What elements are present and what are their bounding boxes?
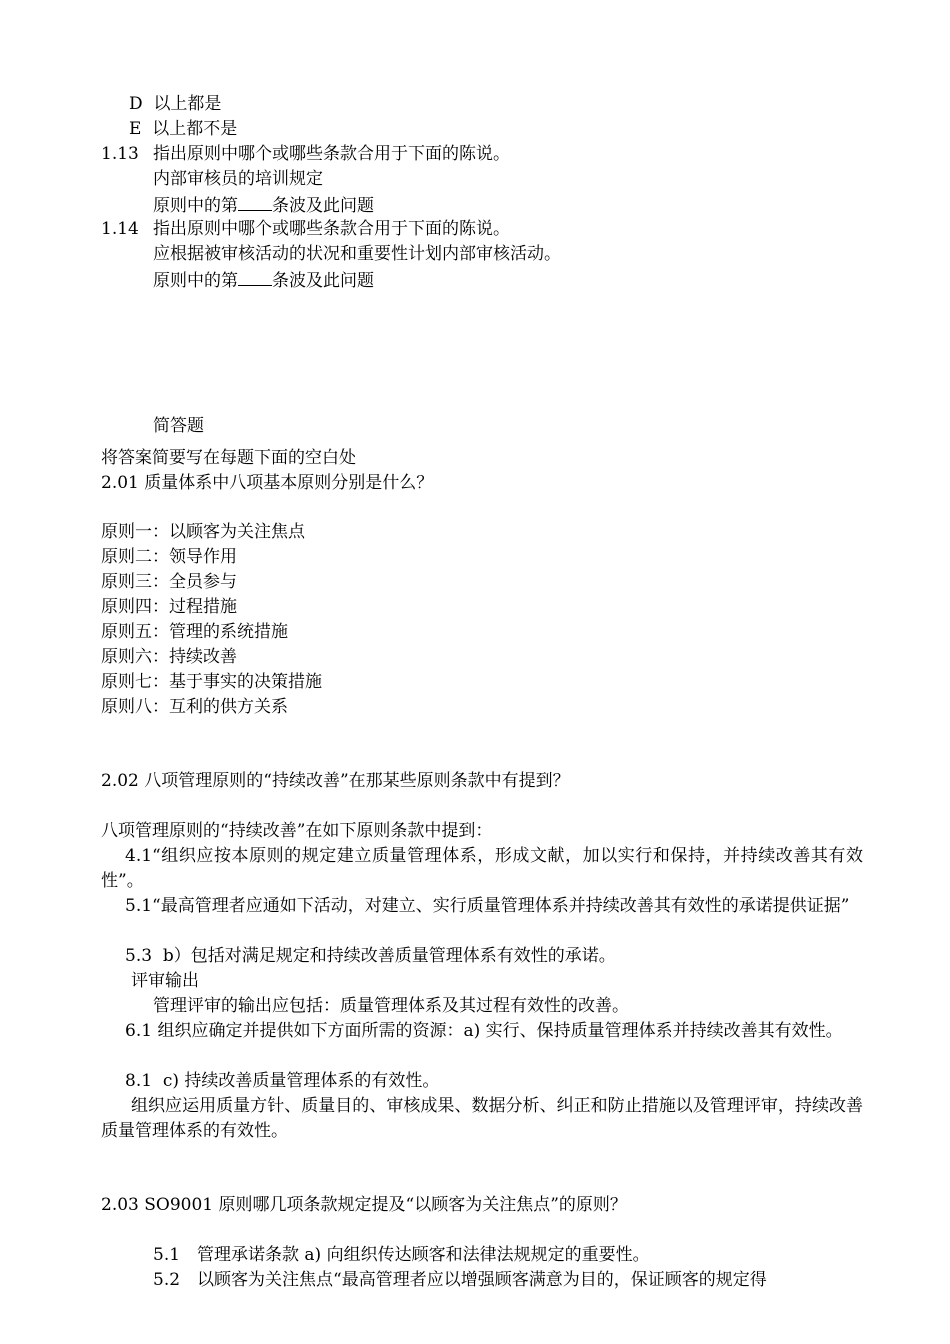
clause-8-1: 8.1 c) 持续改善质量管理体系的有效性。 [125,1071,440,1091]
answer-blank[interactable] [238,267,272,286]
clause-text: 以顾客为关注焦点“最高管理者应以增强顾客满意为目的，保证顾客的规定得 [197,1270,767,1290]
answer-line: 原则五：管理的系统措施 [101,622,288,642]
question-1-13 [101,142,510,167]
clause-text: 管理承诺条款 a) 向组织传达顾客和法律法规规定的重要性。 [197,1245,650,1265]
review-text: 管理评审的输出应包括：质量管理体系及其过程有效性的改善。 [153,996,629,1016]
clause-5-1: 5.1“最高管理者应通如下活动，对建立、实行质量管理体系并持续改善其有效性的承诺提供证据” [125,896,850,916]
question-1-13-answer: 原则中的第 条波及此问题 [153,192,374,219]
answer-line: 原则六：持续改善 [101,647,237,667]
clause-item [153,1243,650,1268]
question-2-03: 2.03 SO9001 原则哪几项条款规定提及“以顾客为关注焦点”的原则？ [101,1195,627,1215]
answer-line: 原则三：全员参与 [101,572,237,592]
clause-8-1-text: 组织应运用质量方针、质量目的、审核成果、数据分析、纠正和防止措施以及管理评审，持续改善质量管理体系的有效性。 [101,1096,863,1141]
clause-4-1: 4.1“组织应按本原则的规定建立质量管理体系，形成文献，加以实行和保持，并持续改善其有效性”。 [101,846,863,891]
question-2-01: 2.01 质量体系中八项基本原则分别是什么？ [101,473,434,493]
question-number: 1.14 [101,219,139,239]
option-e: E 以上都不是 [129,119,238,139]
question-1-14 [101,217,510,242]
answer-line: 原则二：领导作用 [101,547,237,567]
answer-blank[interactable] [238,192,272,211]
question-number: 1.13 [101,144,139,164]
clause-5-3: 5.3 b）包括对满足规定和持续改善质量管理体系有效性的承诺。 [125,946,616,966]
clause-item [153,1268,767,1293]
section-instruction: 将答案简要写在每题下面的空白处 [101,448,356,468]
section-title: 简答题 [153,416,204,436]
answer-intro: 八项管理原则的“持续改善”在如下原则条款中提到： [101,821,493,841]
question-text: 指出原则中哪个或哪些条款合用于下面的陈说。 [153,219,510,239]
question-1-13-statement: 内部审核员的培训规定 [153,169,323,189]
clause-number: 5.1 [153,1245,181,1265]
clause-6-1: 6.1 组织应确定并提供如下方面所需的资源：a) 实行、保持质量管理体系并持续改善其有效性。 [125,1021,843,1041]
question-1-14-statement: 应根据被审核活动的状况和重要性计划内部审核活动。 [153,244,561,264]
question-text: 指出原则中哪个或哪些条款合用于下面的陈说。 [153,144,510,164]
question-1-14-answer: 原则中的第 条波及此问题 [153,267,374,294]
answer-line: 原则七：基于事实的决策措施 [101,672,322,692]
review-title: 评审输出 [131,971,199,991]
option-d: D 以上都是 [129,94,222,114]
answer-line: 原则八：互利的供方关系 [101,697,288,717]
clause-number: 5.2 [153,1270,181,1290]
question-2-02: 2.02 八项管理原则的“持续改善”在那某些原则条款中有提到？ [101,771,570,791]
answer-line: 原则一：以顾客为关注焦点 [101,522,305,542]
answer-line: 原则四：过程措施 [101,597,237,617]
